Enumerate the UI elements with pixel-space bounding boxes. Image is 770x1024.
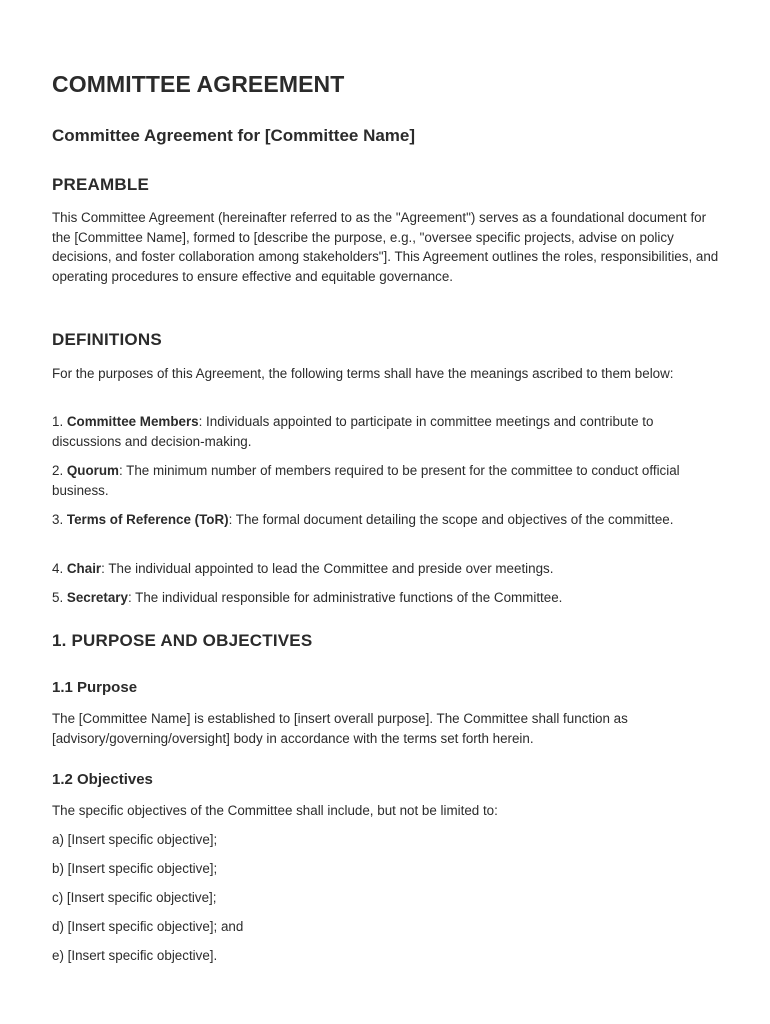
definition-term: Committee Members (66, 414, 199, 429)
purpose-text: The [Committee Name] is established to [insert overall purpose]. The Committee shall function as [advisory/governing/oversight] body in accordance with the terms set forth herein. (52, 711, 628, 746)
objective-item: a) [Insert specific objective]; (52, 832, 218, 847)
definition-item: 2. Quorum: The minimum number of members required to be present for the committee to conduct official business. (52, 463, 680, 498)
definitions-heading: DEFINITIONS (52, 330, 162, 349)
document-subtitle: Committee Agreement for [Committee Name] (52, 126, 416, 145)
objective-item: c) [Insert specific objective]; (52, 890, 217, 905)
definition-term: Quorum (66, 463, 119, 478)
preamble-heading: PREAMBLE (52, 175, 149, 194)
section1-heading: 1. PURPOSE AND OBJECTIVES (52, 631, 313, 650)
definition-item: 1. Committee Members: Individuals appointed to participate in committee meetings and contribute to discussions and decision-making. (52, 414, 654, 449)
objective-item: e) [Insert specific objective]. (52, 948, 218, 963)
definition-item: 5. Secretary: The individual responsible for administrative functions of the Committee. (52, 590, 563, 605)
definition-term: Chair (66, 561, 102, 576)
definitions-intro: For the purposes of this Agreement, the following terms shall have the meanings ascribed to them below: (52, 366, 674, 381)
definition-term: Terms of Reference (ToR) (66, 512, 229, 527)
purpose-heading: 1.1 Purpose (52, 679, 138, 696)
objective-item: b) [Insert specific objective]; (52, 861, 218, 876)
definition-item: 3. Terms of Reference (ToR): The formal document detailing the scope and objectives of the committee. (52, 512, 674, 527)
objectives-heading: 1.2 Objectives (52, 771, 153, 788)
preamble-text: This Committee Agreement (hereinafter referred to as the "Agreement") serves as a foundational document for the [Committee Name], formed to [describe the purpose, e.g., "oversee specific projects, advise on policy decisions, and foster collaboration among stakeholders"]. This Agreement outlines the roles, responsibilities, and operating procedures to ensure effective and equitable governance. (52, 210, 719, 284)
definition-item: 4. Chair: The individual appointed to lead the Committee and preside over meetings. (52, 561, 554, 576)
objectives-intro: The specific objectives of the Committee shall include, but not be limited to: (52, 803, 498, 818)
definition-term: Secretary (66, 590, 128, 605)
objective-item: d) [Insert specific objective]; and (52, 919, 244, 934)
document-title: COMMITTEE AGREEMENT (52, 71, 345, 97)
